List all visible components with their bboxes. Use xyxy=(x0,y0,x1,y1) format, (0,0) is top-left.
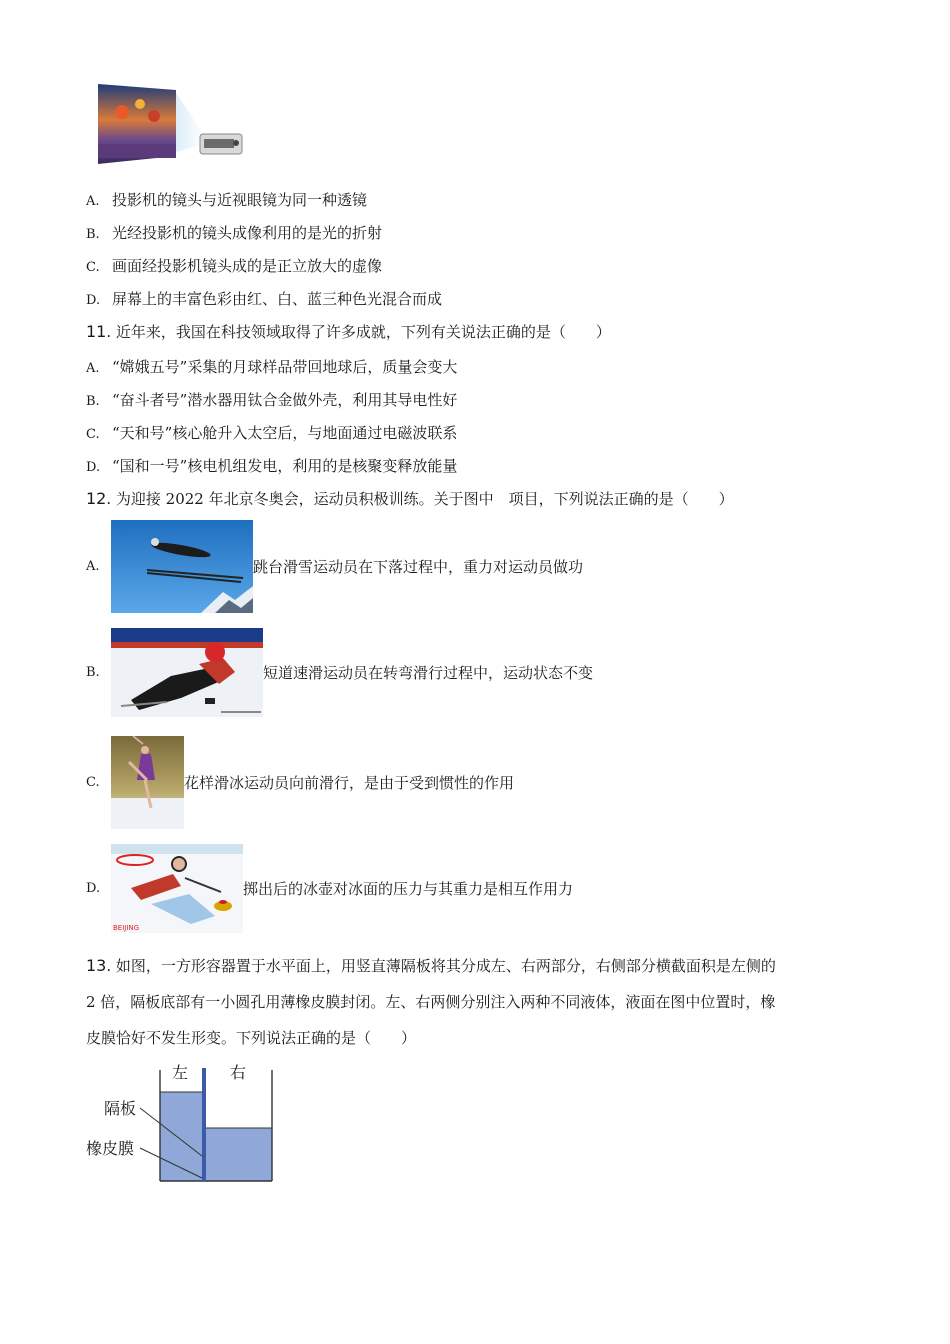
option-text: 光经投影机的镜头成像利用的是光的折射 xyxy=(112,224,383,242)
option-letter: A. xyxy=(86,361,100,376)
q13-stem xyxy=(86,948,866,1056)
question-number: 12 xyxy=(86,489,107,508)
option-text: “天和号”核心舱升入太空后，与地面通过电磁波联系 xyxy=(112,424,458,442)
q11-option-c xyxy=(86,422,457,446)
q11-option-b xyxy=(86,389,457,413)
curling-photo xyxy=(111,844,243,933)
option-text: “国和一号”核电机组发电，利用的是核聚变释放能量 xyxy=(112,457,458,475)
q12-option-a xyxy=(86,520,583,613)
question-stem-line: . 如图，一方形容器置于水平面上，用竖直薄隔板将其分成左、右两部分，右侧部分横截面积是左侧的 xyxy=(106,957,776,975)
question-number: 13 xyxy=(86,956,107,975)
q12-option-b xyxy=(86,628,593,717)
option-letter: C. xyxy=(86,775,100,790)
option-letter: B. xyxy=(86,665,100,680)
label-membrane: 橡皮膜 xyxy=(86,1139,135,1158)
option-letter: A. xyxy=(86,194,100,209)
partition xyxy=(202,1068,206,1181)
svg-text:BEIJING: BEIJING xyxy=(113,924,140,932)
option-text: “奋斗者号”潜水器用钛合金做外壳，利用其导电性好 xyxy=(112,391,458,409)
option-text: 跳台滑雪运动员在下落过程中，重力对运动员做功 xyxy=(253,558,584,576)
option-text: 屏幕上的丰富色彩由红、白、蓝三种色光混合而成 xyxy=(112,290,443,308)
projector-illustration xyxy=(96,82,246,168)
q10-option-c xyxy=(86,255,382,279)
option-text: 花样滑冰运动员向前滑行，是由于受到惯性的作用 xyxy=(184,774,515,792)
q12-option-c xyxy=(86,736,514,829)
option-letter: D. xyxy=(86,460,101,475)
figure-skating-photo xyxy=(111,736,184,829)
q10-option-d xyxy=(86,288,442,312)
question-number: 11 xyxy=(86,322,107,341)
q10-option-a xyxy=(86,189,367,213)
option-letter: D. xyxy=(86,881,101,896)
option-text: “嫦娥五号”采集的月球样品带回地球后，质量会变大 xyxy=(112,358,458,376)
option-letter: B. xyxy=(86,394,100,409)
label-right: 右 xyxy=(230,1063,247,1082)
option-text: 短道速滑运动员在转弯滑行过程中，运动状态不变 xyxy=(263,664,594,682)
q11-option-a xyxy=(86,356,457,380)
q13-line-3: 皮膜恰好不发生形变。下列说法正确的是（ ） xyxy=(86,1029,417,1047)
option-text: 掷出后的冰壶对冰面的压力与其重力是相互作用力 xyxy=(243,880,574,898)
short-track-photo xyxy=(111,628,263,717)
option-letter: C. xyxy=(86,427,100,442)
question-stem: . 为迎接 2022 年北京冬奥会，运动员积极训练。关于图中 项目，下列说法正确的是（ ） xyxy=(106,490,734,508)
q13-line-2: 2 倍，隔板底部有一小圆孔用薄橡皮膜封闭。左、右两侧分别注入两种不同液体，液面在图中位置时，橡 xyxy=(86,993,776,1011)
q13-line-1 xyxy=(86,948,866,984)
ski-jump-photo xyxy=(111,520,253,613)
option-letter: B. xyxy=(86,227,100,242)
question-stem: . 近年来，我国在科技领域取得了许多成就，下列有关说法正确的是（ ） xyxy=(106,323,611,341)
q11-option-d xyxy=(86,455,457,479)
option-letter: A. xyxy=(86,559,100,574)
option-letter: D. xyxy=(86,293,101,308)
label-left: 左 xyxy=(172,1063,189,1082)
q11-stem xyxy=(86,321,611,343)
option-text: 画面经投影机镜头成的是正立放大的虚像 xyxy=(112,257,383,275)
option-text: 投影机的镜头与近视眼镜为同一种透镜 xyxy=(112,191,368,209)
right-liquid xyxy=(206,1128,272,1181)
container-diagram xyxy=(84,1060,284,1190)
q10-option-b xyxy=(86,222,382,246)
q12-stem xyxy=(86,488,734,510)
q12-option-d xyxy=(86,844,573,933)
label-partition: 隔板 xyxy=(104,1099,137,1118)
option-letter: C. xyxy=(86,260,100,275)
